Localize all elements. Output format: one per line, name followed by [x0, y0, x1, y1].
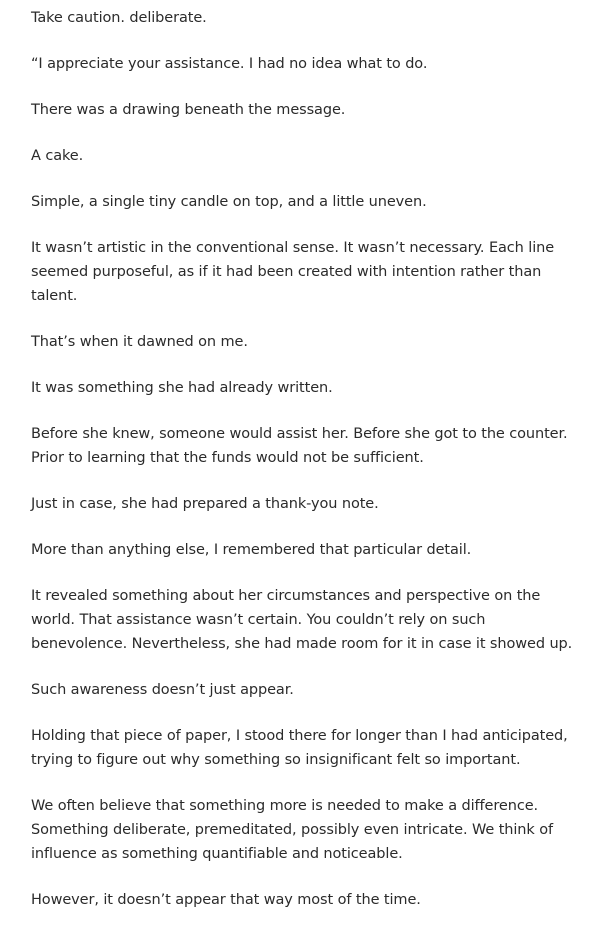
- paragraph-3: There was a drawing beneath the message.: [31, 102, 346, 118]
- paragraph-15: We often believe that something more is needed to make a difference. Something deliberate, premeditated, possibly even intricate. We think of influence as something quantifiable and noticeable.: [31, 798, 553, 862]
- paragraph-10: Just in case, she had prepared a thank-you note.: [31, 496, 379, 512]
- paragraph-5: Simple, a single tiny candle on top, and a little uneven.: [31, 194, 427, 210]
- paragraph-9: Before she knew, someone would assist her. Before she got to the counter. Prior to learning that the funds would not be sufficient.: [31, 426, 568, 466]
- paragraph-1: Take caution. deliberate.: [31, 10, 207, 26]
- paragraph-16: However, it doesn’t appear that way most of the time.: [31, 892, 421, 908]
- paragraph-12: It revealed something about her circumstances and perspective on the world. That assistance wasn’t certain. You couldn’t rely on such benevolence. Nevertheless, she had made room for it in case it showed up.: [31, 588, 573, 652]
- paragraph-14: Holding that piece of paper, I stood there for longer than I had anticipated, trying to figure out why something so insignificant felt so important.: [31, 728, 568, 768]
- paragraph-6: It wasn’t artistic in the conventional sense. It wasn’t necessary. Each line seemed purposeful, as if it had been created with intention rather than talent.: [31, 240, 555, 304]
- paragraph-7: That’s when it dawned on me.: [31, 334, 248, 350]
- paragraph-13: Such awareness doesn’t just appear.: [31, 682, 294, 698]
- paragraph-4: A cake.: [31, 148, 84, 164]
- paragraph-8: It was something she had already written.: [31, 380, 333, 396]
- paragraph-11: More than anything else, I remembered that particular detail.: [31, 542, 472, 558]
- paragraph-2: “I appreciate your assistance. I had no idea what to do.: [31, 56, 428, 72]
- article-body: [31, 6, 576, 934]
